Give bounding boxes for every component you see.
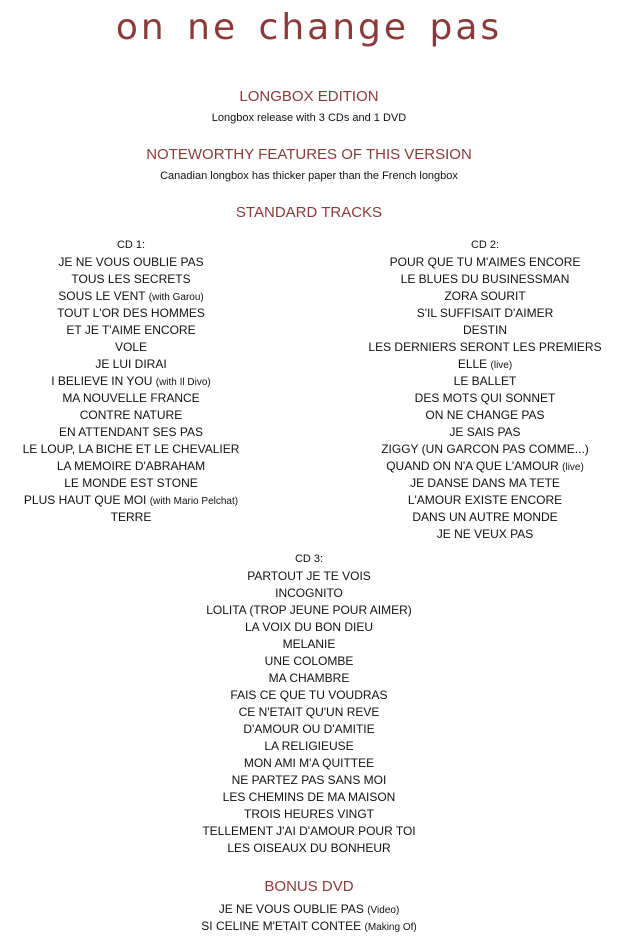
track-item — [356, 458, 614, 475]
track-item — [0, 653, 618, 670]
track-title: TOUT L'OR DES HOMMES — [57, 306, 205, 320]
track-title: ELLE — [457, 357, 491, 371]
track-credit: (live) — [490, 360, 513, 371]
track-item — [0, 636, 618, 653]
track-item — [0, 840, 618, 857]
track-item — [356, 509, 614, 526]
track-item — [0, 789, 618, 806]
track-title: UNE COLOMBE — [264, 654, 354, 668]
track-title: I BELIEVE IN YOU — [51, 374, 156, 388]
track-title: LA VOIX DU BON DIEU — [244, 620, 374, 634]
track-item — [0, 458, 262, 475]
cd1-tracklist — [0, 237, 262, 526]
track-credit: (Making Of) — [364, 922, 417, 933]
track-title: LA MEMOIRE D'ABRAHAM — [56, 459, 206, 473]
track-title: L'AMOUR EXISTE ENCORE — [407, 493, 563, 507]
track-title: LE BALLET — [453, 374, 517, 388]
track-title: TERRE — [110, 510, 152, 524]
track-item — [356, 441, 614, 458]
track-item — [0, 390, 262, 407]
track-title: ZORA SOURIT — [444, 289, 526, 303]
track-title: VOLE — [114, 340, 147, 354]
cd3-tracklist — [0, 551, 618, 857]
track-title: NE PARTEZ PAS SANS MOI — [231, 773, 387, 787]
track-item — [356, 339, 614, 356]
bonus-dvd-tracklist — [0, 901, 618, 935]
track-item — [0, 568, 618, 585]
track-title: S'IL SUFFISAIT D'AIMER — [416, 306, 554, 320]
track-item — [356, 305, 614, 322]
track-item — [0, 305, 262, 322]
track-title: LA RELIGIEUSE — [264, 739, 354, 753]
track-title: TELLEMENT J'AI D'AMOUR POUR TOI — [202, 824, 416, 838]
track-item — [0, 475, 262, 492]
track-title: MELANIE — [282, 637, 336, 651]
track-credit: (with Garou) — [148, 292, 204, 303]
track-title: TROIS HEURES VINGT — [243, 807, 374, 821]
track-item — [0, 492, 262, 509]
track-item — [0, 254, 262, 271]
bonus-dvd-heading: BONUS DVD — [264, 878, 354, 895]
track-item — [0, 356, 262, 373]
track-title: TOUS LES SECRETS — [71, 272, 191, 286]
track-title: JE NE VOUS OUBLIE PAS — [58, 255, 204, 269]
features-description: Canadian longbox has thicker paper than the French longbox — [160, 170, 458, 182]
track-item — [356, 271, 614, 288]
track-title: JE DANSE DANS MA TETE — [410, 476, 560, 490]
cd2-tracklist — [356, 237, 614, 543]
track-title: LES OISEAUX DU BONHEUR — [227, 841, 391, 855]
track-credit: (with Il Divo) — [155, 377, 211, 388]
track-title: D'AMOUR OU D'AMITIE — [243, 722, 375, 736]
cd1-label: CD 1: — [116, 239, 146, 251]
track-title: MA NOUVELLE FRANCE — [62, 391, 200, 405]
standard-tracks-heading: STANDARD TRACKS — [235, 204, 383, 221]
track-credit: (with Mario Pelchat) — [149, 496, 239, 507]
track-item — [356, 356, 614, 373]
track-title: LOLITA (TROP JEUNE POUR AIMER) — [206, 603, 412, 617]
track-title: JE LUI DIRAI — [95, 357, 167, 371]
track-item — [0, 721, 618, 738]
track-title: JE NE VEUX PAS — [436, 527, 534, 541]
track-title: ON NE CHANGE PAS — [425, 408, 545, 422]
track-title: CE N'ETAIT QU'UN REVE — [238, 705, 380, 719]
track-item — [0, 288, 262, 305]
track-item — [356, 424, 614, 441]
track-item — [0, 322, 262, 339]
track-item — [0, 407, 262, 424]
track-title: SOUS LE VENT — [58, 289, 149, 303]
track-item — [356, 288, 614, 305]
track-item — [0, 823, 618, 840]
track-title: CONTRE NATURE — [79, 408, 183, 422]
track-item — [356, 390, 614, 407]
track-title: SI CELINE M'ETAIT CONTEE — [201, 919, 365, 933]
longbox-description: Longbox release with 3 CDs and 1 DVD — [211, 112, 407, 124]
track-title: QUAND ON N'A QUE L'AMOUR — [386, 459, 563, 473]
track-title: MON AMI M'A QUITTEE — [243, 756, 375, 770]
track-item — [0, 704, 618, 721]
track-item — [356, 492, 614, 509]
track-title: LE MONDE EST STONE — [64, 476, 198, 490]
cd3-label: CD 3: — [294, 553, 324, 565]
track-title: INCOGNITO — [275, 586, 343, 600]
track-title: EN ATTENDANT SES PAS — [58, 425, 204, 439]
track-title: ET JE T'AIME ENCORE — [66, 323, 196, 337]
track-title: LES DERNIERS SERONT LES PREMIERS — [368, 340, 602, 354]
track-item — [0, 441, 262, 458]
track-item — [0, 738, 618, 755]
cd2-label: CD 2: — [470, 239, 500, 251]
page-title: on ne change pas — [115, 7, 503, 48]
track-item — [356, 526, 614, 543]
track-title: DESTIN — [462, 323, 507, 337]
track-item — [0, 271, 262, 288]
track-item — [0, 772, 618, 789]
track-item — [356, 373, 614, 390]
track-item — [0, 585, 618, 602]
track-credit: (live) — [562, 462, 584, 473]
track-item — [0, 918, 618, 935]
track-title: ZIGGY (UN GARCON PAS COMME...) — [381, 442, 589, 456]
track-item — [0, 687, 618, 704]
track-title: FAIS CE QUE TU VOUDRAS — [230, 688, 388, 702]
track-item — [0, 901, 618, 918]
track-title: LE BLUES DU BUSINESSMAN — [400, 272, 570, 286]
track-item — [356, 322, 614, 339]
track-credit: (Video) — [367, 905, 400, 916]
track-item — [356, 254, 614, 271]
track-item — [0, 339, 262, 356]
track-item — [0, 670, 618, 687]
track-title: MA CHAMBRE — [268, 671, 350, 685]
track-item — [0, 755, 618, 772]
track-title: PARTOUT JE TE VOIS — [247, 569, 371, 583]
track-title: DANS UN AUTRE MONDE — [412, 510, 558, 524]
longbox-heading: LONGBOX EDITION — [239, 88, 379, 105]
track-item — [0, 424, 262, 441]
track-item — [0, 509, 262, 526]
track-title: LE LOUP, LA BICHE ET LE CHEVALIER — [22, 442, 240, 456]
track-title: PLUS HAUT QUE MOI — [23, 493, 150, 507]
track-item — [0, 806, 618, 823]
track-item — [0, 619, 618, 636]
track-item — [0, 373, 262, 390]
track-title: JE NE VOUS OUBLIE PAS — [218, 902, 368, 916]
track-title: LES CHEMINS DE MA MAISON — [222, 790, 396, 804]
track-title: DES MOTS QUI SONNET — [414, 391, 556, 405]
track-title: POUR QUE TU M'AIMES ENCORE — [389, 255, 581, 269]
track-title: JE SAIS PAS — [449, 425, 521, 439]
track-item — [0, 602, 618, 619]
track-item — [356, 475, 614, 492]
track-item — [356, 407, 614, 424]
features-heading: NOTEWORTHY FEATURES OF THIS VERSION — [146, 146, 472, 163]
